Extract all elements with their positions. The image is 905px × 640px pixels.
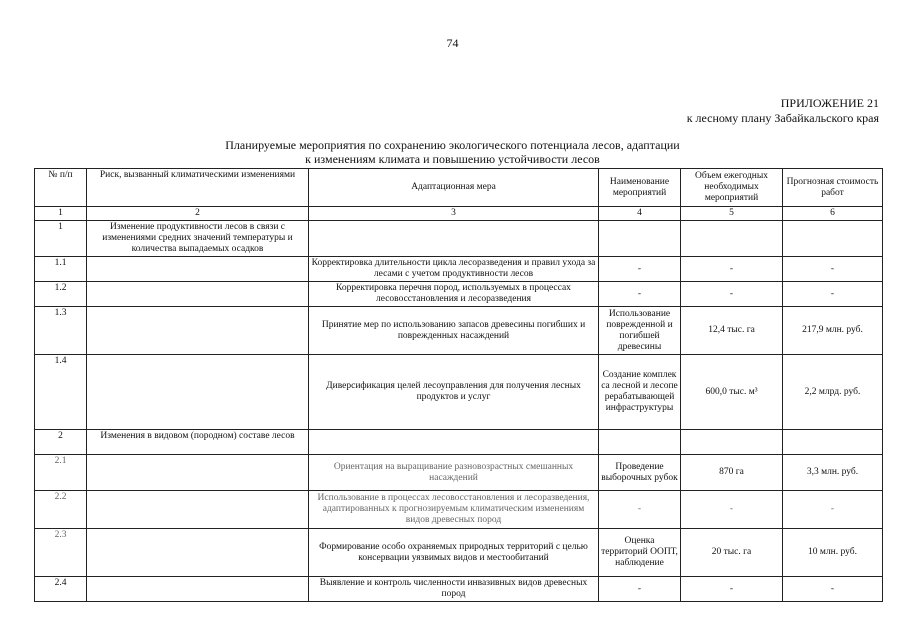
risk-cell: Изменения в видовом (породном) составе лесов [87,430,309,455]
column-number-row [35,207,883,221]
appendix-heading [687,96,879,126]
risk-cell [87,577,309,602]
header-cell: Объем ежегодных необходимых мероприятий [681,169,783,207]
table-header-row [35,169,883,207]
table-row [35,491,883,529]
title-line-2: к изменениям климата и повышению устойчивости лесов [305,152,600,166]
activity-cell: Создание комплекса лесной и лесоперерабатывающей инфраструктуры [599,355,681,430]
cost-cell: 2,2 млрд. руб. [783,355,883,430]
column-number: 5 [681,207,783,221]
table-row [35,455,883,491]
measure-cell: Диверсификация целей лесоуправления для получения лесных продуктов и услуг [309,355,599,430]
table-row [35,282,883,307]
appendix-line-2: к лесному плану Забайкальского края [686,111,879,125]
column-number: 3 [309,207,599,221]
document-title [0,138,905,166]
activity-cell: Оценка территорий ООПТ, наблюдение [599,529,681,577]
table-row [35,355,883,430]
volume-cell: 870 га [681,455,783,491]
cost-cell: 3,3 млн. руб. [783,455,883,491]
measure-cell: Корректировка длительности цикла лесоразведения и правил ухода за лесами с учетом продуктивности лесов [309,257,599,282]
measure-cell: Принятие мер по использованию запасов древесины погибших и поврежденных насаждений [309,307,599,355]
risk-cell [87,307,309,355]
measure-cell [309,430,599,455]
cost-cell: - [783,282,883,307]
measure-cell: Ориентация на выращивание разновозрастных смешанных насаждений [309,455,599,491]
row-number: 2.3 [35,529,87,577]
measures-table [34,168,883,602]
volume-cell: - [681,491,783,529]
row-number: 1.2 [35,282,87,307]
cost-cell [783,221,883,257]
activity-cell: Проведение выборочных рубок [599,455,681,491]
activity-cell: Использование поврежденной и погибшей древесины [599,307,681,355]
measure-cell: Формирование особо охраняемых природных территорий с целью консервации уязвимых видов и местообитаний [309,529,599,577]
row-number: 2 [35,430,87,455]
activity-cell: - [599,491,681,529]
activity-cell [599,430,681,455]
cost-cell: - [783,257,883,282]
row-number: 1 [35,221,87,257]
volume-cell: 600,0 тыс. м³ [681,355,783,430]
activity-cell: - [599,282,681,307]
row-number: 2.1 [35,455,87,491]
volume-cell: 20 тыс. га [681,529,783,577]
volume-cell [681,221,783,257]
activity-cell [599,221,681,257]
activity-cell: - [599,577,681,602]
header-cell: Прогнозная стоимость работ [783,169,883,207]
risk-cell [87,355,309,430]
table-row [35,529,883,577]
cost-cell: 217,9 млн. руб. [783,307,883,355]
title-line-1: Планируемые мероприятия по сохранению экологического потенциала лесов, адаптации [225,138,680,152]
measure-cell [309,221,599,257]
risk-cell [87,491,309,529]
measure-cell: Выявление и контроль численности инвазивных видов древесных пород [309,577,599,602]
table-row [35,577,883,602]
risk-cell [87,455,309,491]
column-number: 4 [599,207,681,221]
measure-cell: Корректировка перечня пород, используемых в процессах лесовосстановления и лесоразведения [309,282,599,307]
risk-cell: Изменение продуктивности лесов в связи с изменениями средних значений температуры и количества выпадаемых осадков [87,221,309,257]
measure-cell: Использование в процессах лесовосстановления и лесоразведения, адаптированных к прогнозируемым климатическим изменениям видов древесных пород [309,491,599,529]
table-row [35,307,883,355]
cost-cell [783,430,883,455]
volume-cell [681,430,783,455]
row-number: 1.3 [35,307,87,355]
table-row [35,430,883,455]
row-number: 1.1 [35,257,87,282]
activity-cell: - [599,257,681,282]
table-row [35,221,883,257]
risk-cell [87,257,309,282]
header-cell: Адаптационная мера [309,169,599,207]
volume-cell: - [681,577,783,602]
header-cell: № п/п [35,169,87,207]
page-number: 74 [446,36,459,50]
cost-cell: 10 млн. руб. [783,529,883,577]
risk-cell [87,529,309,577]
column-number: 1 [35,207,87,221]
table-row [35,257,883,282]
cost-cell: - [783,577,883,602]
row-number: 2.2 [35,491,87,529]
column-number: 6 [783,207,883,221]
row-number: 2.4 [35,577,87,602]
column-number: 2 [87,207,309,221]
appendix-line-1: ПРИЛОЖЕНИЕ 21 [780,96,879,110]
row-number: 1.4 [35,355,87,430]
header-cell: Риск, вызванный климатическими изменениями [87,169,309,207]
volume-cell: 12,4 тыс. га [681,307,783,355]
volume-cell: - [681,257,783,282]
cost-cell: - [783,491,883,529]
risk-cell [87,282,309,307]
volume-cell: - [681,282,783,307]
header-cell: Наименование мероприятий [599,169,681,207]
